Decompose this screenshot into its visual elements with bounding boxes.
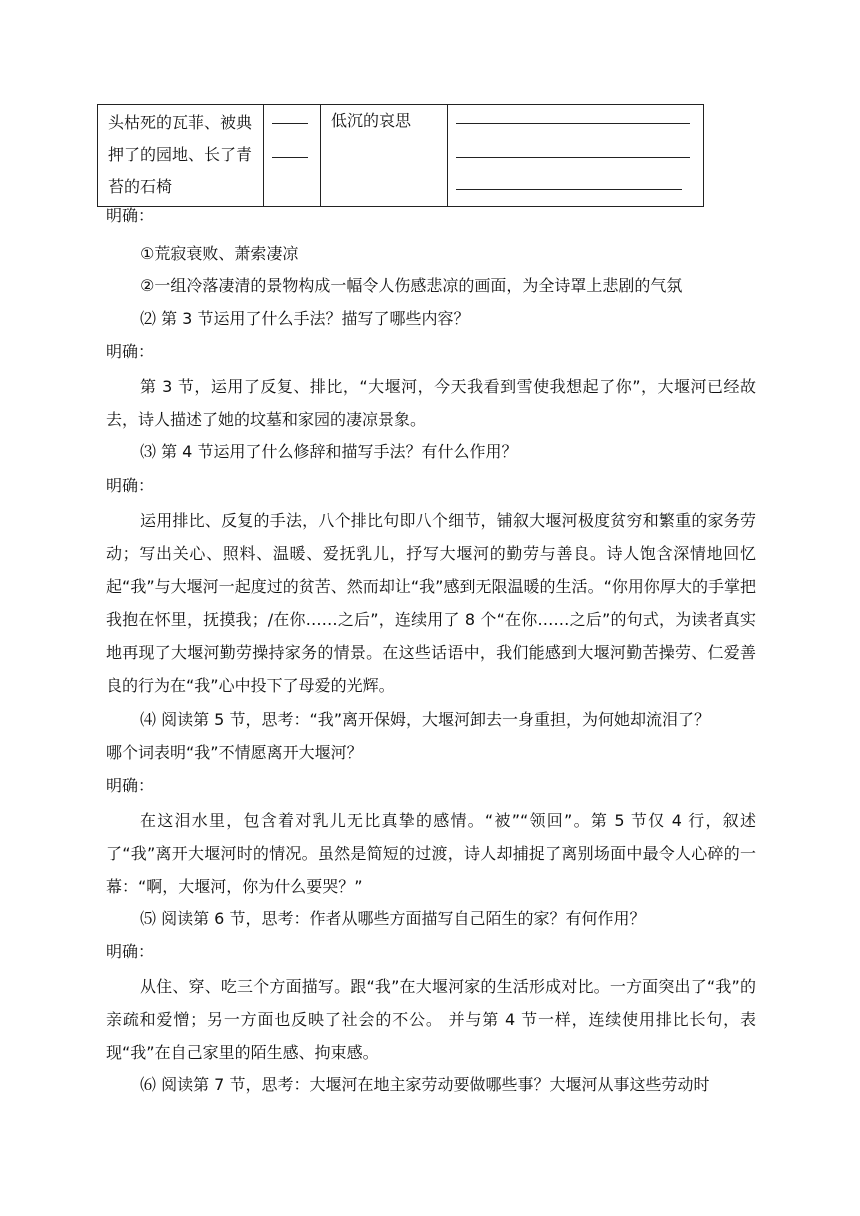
table-cell-scenery [98,105,264,206]
question-6: ⑹ 阅读第 7 节，思考：大堰河在地主家劳动要做哪些事？大堰河从事这些劳动时 [140,1075,710,1094]
blank-line [272,157,308,158]
answer-label: 明确： [106,206,155,225]
emotion-text: 低沉的哀思 [331,111,412,130]
table-cell-emotion [321,105,448,206]
question-3: ⑶ 第 4 节运用了什么修辞和描写手法？有什么作用？ [140,442,518,461]
question-5: ⑸ 阅读第 6 节，思考：作者从哪些方面描写自己陌生的家？有何作用？ [140,909,646,928]
blank-line [456,157,690,158]
analysis-table [97,104,704,207]
table-cell-blank-short [264,105,321,206]
blank-line [456,189,682,190]
answer-5: 从住、穿、吃三个方面描写。跟“我”在大堰河家的生活形成对比。一方面突出了“我”的亲疏和爱憎；另一方面也反映了社会的不公。 并与第 4 节一样，连续使用排比长句，表现“我”在自己家里的陌生感、拘束感。 [106,977,756,1062]
answer-label: 明确： [106,476,155,495]
answer-label: 明确： [106,776,155,795]
blank-line [272,123,308,124]
answer-label: 明确： [106,342,155,361]
blank-line [456,123,690,124]
answer-label: 明确： [106,942,155,961]
answer-3: 运用排比、反复的手法，八个排比句即八个细节，铺叙大堰河极度贫穷和繁重的家务劳动；写出关心、照料、温暖、爱抚乳儿，抒写大堰河的勤劳与善良。诗人饱含深情地回忆起“我”与大堰河一起度过的贫苦、然而却让“我”感到无限温暖的生活。“你用你厚大的手掌把我抱在怀里，抚摸我；/在你……之后”，连续用了 8 个“在你……之后”的句式，为读者真实地再现了大堰河勤劳操持家务的情景。在这些话语中，我们能感到大堰河勤苦操劳、仁爱善良的行为在“我”心中投下了母爱的光辉。 [106,511,756,695]
answer-1-line-1: ①荒寂衰败、萧索凄凉 [140,244,299,263]
answer-4: 在这泪水里，包含着对乳儿无比真挚的感情。“被”“领回”。第 5 节仅 4 行，叙述了“我”离开大堰河时的情况。虽然是简短的过渡，诗人却捕捉了离别场面中最令人心碎的一幕：“啊，大堰河，你为什么要哭？” [106,811,756,896]
question-4-line-2: 哪个词表明“我”不情愿离开大堰河？ [106,743,363,762]
question-2: ⑵ 第 3 节运用了什么手法？描写了哪些内容？ [140,309,470,328]
scenery-text: 头枯死的瓦菲、被典押了的园地、长了青苔的石椅 [108,113,253,196]
answer-1-line-2: ②一组冷落凄清的景物构成一幅令人伤感悲凉的画面，为全诗罩上悲剧的气氛 [140,276,683,295]
question-4-line-1: ⑷ 阅读第 5 节，思考：“我”离开保姆，大堰河卸去一身重担，为何她却流泪了？ [140,710,711,729]
table-cell-blank-long [448,105,705,206]
answer-2: 第 3 节，运用了反复、排比，“大堰河，今天我看到雪使我想起了你”，大堰河已经故去，诗人描述了她的坟墓和家园的凄凉景象。 [106,377,756,429]
